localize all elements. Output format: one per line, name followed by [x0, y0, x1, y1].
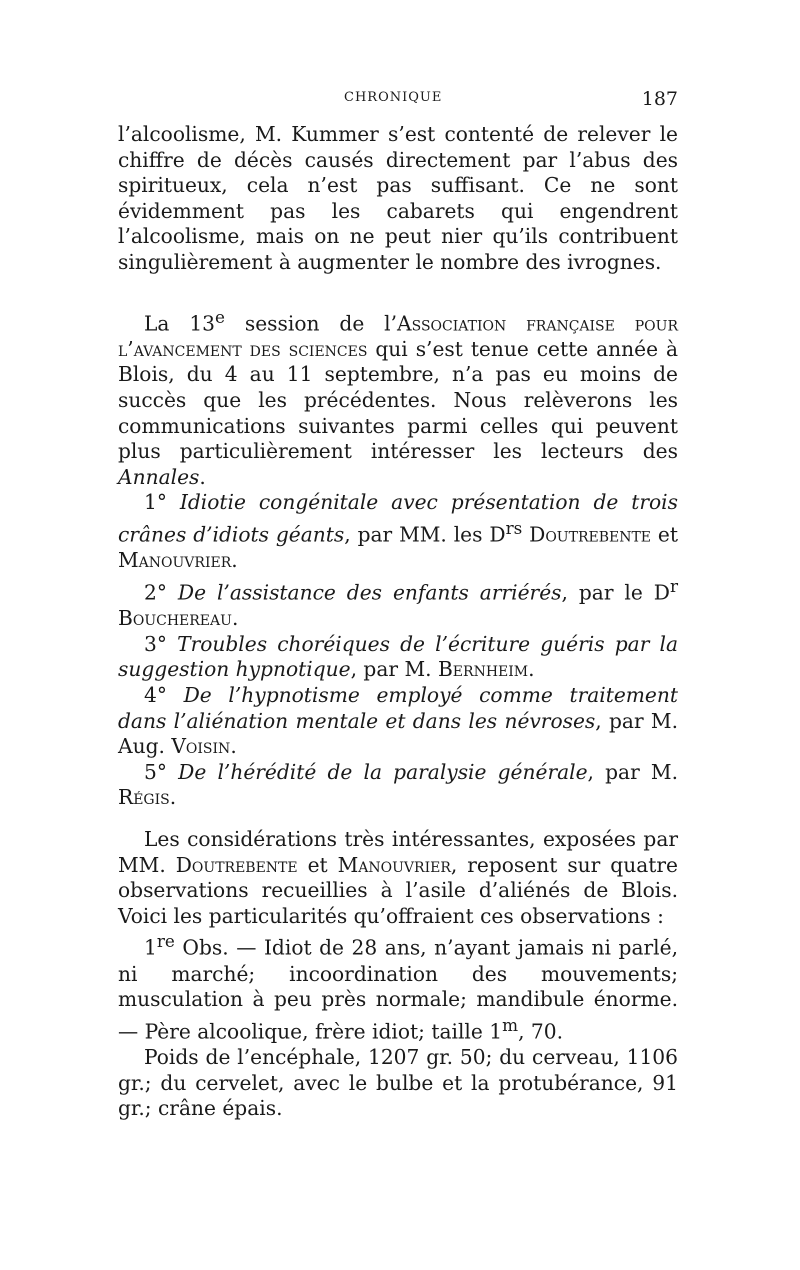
communication-title: Idiotie congénitale avec présentation de trois crânes d’idiots géants	[118, 490, 678, 547]
paragraph-brain-weights: Poids de l’encéphale, 1207 gr. 50; du cerveau, 1106 gr.; du cervelet, avec le bulbe et la protubérance, 91 gr.; crâne épais.	[118, 1045, 678, 1121]
paragraph-observation-1: 1re Obs. — Idiot de 28 ans, n’ayant jamais ni parlé, ni marché; incoordination des mouvements; musculation à peu près normale; mandibule énorme. — Père alcoolique, frère idiot; taille 1$^m$, 70.	[118, 931, 678, 1044]
communication-title: De l’hérédité de la paralysie générale	[178, 759, 588, 784]
author-name: Voisin	[171, 734, 231, 759]
list-item: 5° De l’hérédité de la paralysie générale, par M. Régis.	[118, 759, 679, 810]
association-name: Association française pour l’avancement des sciences	[118, 311, 678, 361]
author-name: Régis	[118, 785, 170, 810]
author-name: Doutrebente	[529, 522, 652, 547]
list-item: 3° Troubles choréiques de l’écriture guéris par la suggestion hypnotique, par M. Bernheim.	[118, 631, 678, 682]
author-name: Manouvrier	[118, 548, 232, 573]
list-item: 4° De l’hypnotisme employé comme traitement dans l’aliénation mentale et dans les névroses, par M. Aug. Voisin.	[118, 683, 678, 759]
author-name: Manouvrier	[337, 852, 451, 877]
running-head	[118, 90, 678, 122]
journal-title: Annales	[118, 464, 200, 489]
author-name: Bouchereau	[118, 606, 232, 631]
communication-title: De l’assistance des enfants arriérés	[177, 580, 562, 605]
running-title: CHRONIQUE	[344, 90, 443, 105]
paragraph-alcoholism: l’alcoolisme, M. Kummer s’est contenté de relever le chiffre de décès causés directement par l’abus des spiritueux, cela n’est pas suffisant. Ce ne sont évidemment pas les cabarets qui engendrent l’alcoolisme, mais on ne peut nier qu’ils contribuent singulièrement à augmenter le nombre des ivrognes.	[118, 122, 678, 274]
author-name: Bernheim	[437, 657, 529, 682]
communication-title: Troubles choréiques de l’écriture guéris par la suggestion hypnotique	[118, 631, 678, 682]
author-name: Doutrebente	[175, 852, 298, 877]
list-item: 1° Idiotie congénitale avec présentation de trois crânes d’idiots géants, par MM. les $D^{rs}$ Doutrebente et Manouvrier.	[118, 490, 678, 573]
communication-title: De l’hypnotisme employé comme traitement dans l’aliénation mentale et dans les névroses	[118, 683, 678, 733]
page-number: 187	[641, 88, 678, 110]
paragraph-considerations: Les considérations très intéressantes, exposées par MM. Doutrebente et Manouvrier, reposent sur quatre observations recueillies à l’asile d’aliénés de Blois. Voici les particularités qu’offraient ces observations :	[118, 827, 678, 928]
list-item: 2° De l’assistance des enfants arriérés, par le $D^r$ Bouchereau.	[118, 575, 678, 631]
paragraph-association-session: La 13e session de l’Association française pour l’avancement des sciences qui s’est tenue cette année à Blois, du 4 au 11 septembre, n’a pas eu moins de succès que les précédentes. Nous relèverons les communications suivantes parmi celles qui peuvent plus particulièrement intéresser les lecteurs des Annales.	[118, 306, 679, 489]
book-page	[118, 90, 678, 1122]
